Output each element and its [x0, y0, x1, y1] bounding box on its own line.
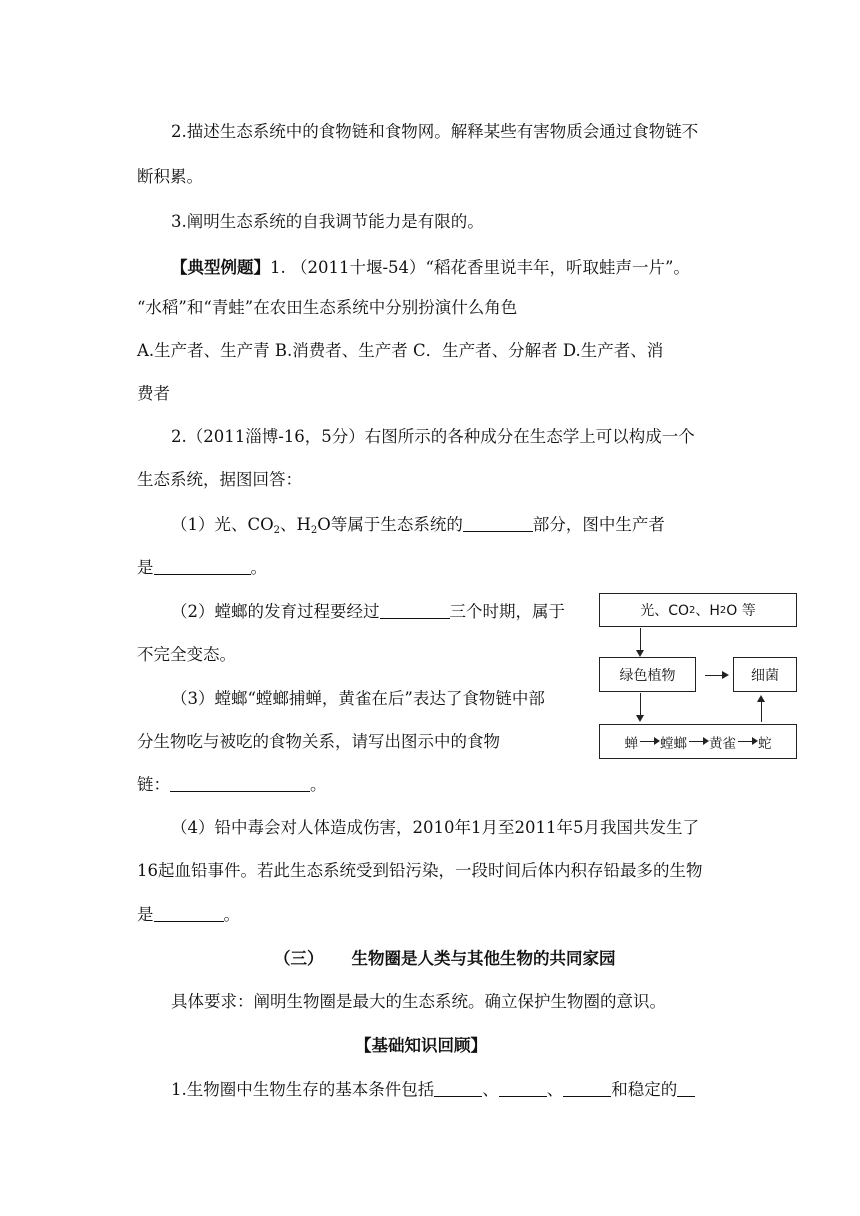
- organism-cicada: 蝉: [624, 735, 638, 752]
- q1-tail: 和稳定的: [611, 1080, 678, 1099]
- section-title: 生物圈是人类与其他生物的共同家园: [351, 949, 616, 968]
- subscript: 2: [273, 525, 281, 536]
- example2-q4: （4）铅中毒会对人体造成伤害，2010年1月至2011年5月我国共发生了: [171, 818, 699, 837]
- arrow-down-icon: [640, 628, 641, 655]
- q1-wrap-text: 是: [137, 558, 154, 577]
- q2-text: （2）螳螂的发育过程要经过: [171, 602, 380, 621]
- arrow-right-icon: [705, 675, 727, 676]
- q3-tail: 。: [310, 775, 327, 794]
- arrow-up-icon: [761, 697, 762, 722]
- example1-options-wrap: 费者: [137, 384, 170, 403]
- subscript: 2: [310, 525, 318, 536]
- arrow-right-icon: [738, 741, 756, 742]
- q1-text-a: （1）光、CO: [171, 515, 274, 534]
- q1-text: 1.生物圈中生物生存的基本条件包括: [171, 1080, 435, 1099]
- example1-line2: “水稻”和“青蛙”在农田生态系统中分别扮演什么角色: [137, 298, 518, 317]
- green-plant-box: 绿色植物: [599, 657, 696, 692]
- q1-text-d: 部分，图中生产者: [532, 515, 665, 534]
- example2-q3: （3）螳螂“螳螂捕蝉，黄雀在后”表达了食物链中部: [171, 689, 545, 708]
- arrow-right-icon: [689, 741, 707, 742]
- q2-tail: 三个时期，属于: [449, 602, 565, 621]
- organism-mantis: 螳螂: [660, 735, 687, 752]
- section-number: （三）: [274, 949, 324, 968]
- arrow-down-icon: [640, 693, 641, 720]
- answer-blank[interactable]: [499, 1079, 547, 1097]
- answer-blank[interactable]: [677, 1079, 695, 1097]
- separator: 、: [482, 1080, 499, 1099]
- abiotic-text-c: O 等: [726, 603, 756, 619]
- example2-q4-wrap1: 16起血铅事件。若此生态系统受到铅污染，一段时间后体内积存铅最多的生物: [137, 861, 703, 880]
- q4-text: 是: [137, 905, 154, 924]
- arrow-right-icon: [640, 741, 658, 742]
- objective-2: 2.描述生态系统中的食物链和食物网。解释某些有害物质会通过食物链不: [171, 122, 699, 141]
- example2-q2-wrap: 不完全变态。: [137, 645, 236, 664]
- food-chain-box: [599, 724, 797, 759]
- example2-q1-wrap: [137, 557, 267, 579]
- q1-text-c: O等属于生态系统的: [317, 515, 463, 534]
- example2-intro-wrap: 生态系统，据图回答：: [137, 470, 302, 489]
- answer-blank[interactable]: [434, 1079, 482, 1097]
- q3-text: 链：: [137, 775, 170, 794]
- section3-title: [274, 948, 616, 970]
- q4-tail: 。: [223, 905, 240, 924]
- q1-text-b: 、H: [280, 515, 311, 534]
- example2-q4-wrap2: [137, 904, 240, 926]
- answer-blank[interactable]: [154, 557, 251, 575]
- example1-text: 1. （2011十堰-54）“稻花香里说丰年，听取蛙声一片”。: [270, 258, 690, 277]
- abiotic-text-a: 光、CO: [640, 603, 690, 619]
- separator: 、: [546, 1080, 564, 1099]
- section3-q1: [171, 1079, 695, 1101]
- subscript: 2: [689, 604, 696, 616]
- review-heading: 【基础知识回顾】: [355, 1036, 487, 1055]
- example1-line1: [171, 257, 690, 279]
- objective-2-wrap: 断积累。: [137, 167, 203, 186]
- q1-wrap-tail: 。: [250, 558, 267, 577]
- section3-requirement: 具体要求：阐明生物圈是最大的生态系统。确立保护生物圈的意识。: [171, 992, 666, 1011]
- example2-intro: 2.（2011淄博-16，5分）右图所示的各种成分在生态学上可以构成一个: [171, 427, 695, 446]
- bacteria-box: 细菌: [733, 657, 797, 692]
- objective-3: 3.阐明生态系统的自我调节能力是有限的。: [171, 212, 484, 231]
- organism-oriole: 黄雀: [709, 735, 736, 752]
- example1-options: A.生产者、生产青 B.消费者、生产者 C．生产者、分解者 D.生产者、消: [137, 341, 664, 360]
- answer-blank[interactable]: [170, 774, 310, 792]
- example2-q1: [171, 514, 665, 542]
- answer-blank[interactable]: [463, 514, 533, 532]
- subscript: 2: [719, 604, 727, 616]
- example2-q3-wrap2: [137, 774, 327, 796]
- abiotic-text-b: 、H: [695, 603, 720, 619]
- example2-q2: [171, 601, 565, 623]
- organism-snake: 蛇: [758, 735, 772, 752]
- answer-blank[interactable]: [563, 1079, 611, 1097]
- answer-blank[interactable]: [380, 601, 450, 619]
- abiotic-box: [599, 593, 797, 627]
- example2-q3-wrap1: 分生物吃与被吃的食物关系，请写出图示中的食物: [137, 732, 500, 751]
- example-tag: 【典型例题】: [171, 258, 270, 277]
- answer-blank[interactable]: [154, 904, 224, 922]
